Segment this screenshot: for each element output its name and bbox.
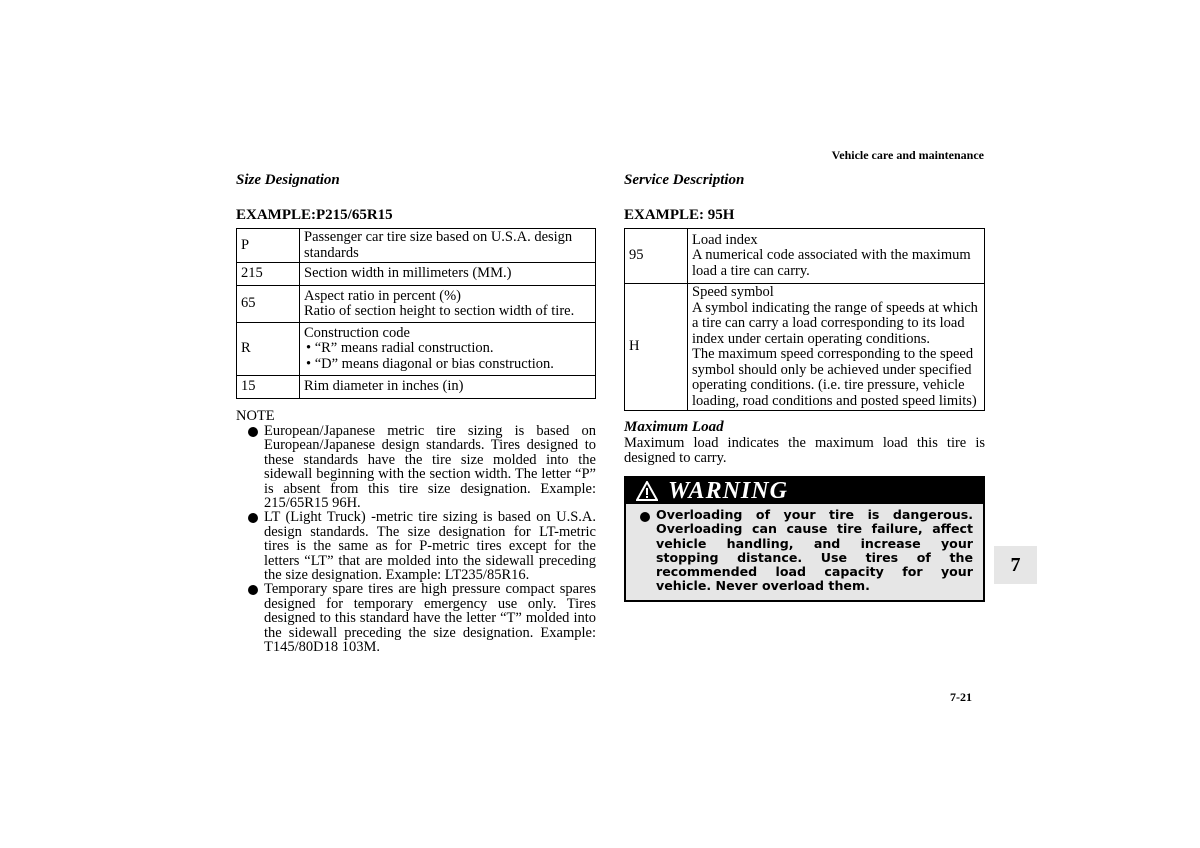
desc-line: Ratio of section height to section width of tire. [304, 303, 575, 319]
service-description-title: Service Description [624, 172, 745, 188]
warning-triangle-icon [636, 481, 658, 501]
maximum-load-title: Maximum Load [624, 419, 724, 435]
row-desc [300, 323, 596, 376]
row-key: H [625, 284, 688, 411]
warning-body [626, 504, 983, 600]
bullet-icon [248, 513, 258, 523]
table-row [625, 284, 985, 411]
desc-line: Construction code [304, 324, 410, 341]
list-item [236, 582, 596, 654]
size-designation-table [236, 228, 596, 399]
row-key: P [237, 229, 300, 263]
bullet-line: • “R” means radial construction. [306, 340, 494, 357]
table-row [237, 286, 596, 323]
row-key: R [237, 323, 300, 376]
desc-line: Aspect ratio in percent (%) [304, 287, 462, 304]
table-row [237, 376, 596, 399]
bullet-text: “R” means radial construction. [314, 340, 494, 357]
bullet-icon [248, 427, 258, 437]
maximum-load-text: Maximum load indicates the maximum load this tire is designed to carry. [624, 435, 985, 466]
warning-box [624, 476, 985, 602]
desc-line: Load index [692, 231, 758, 248]
desc-line: A symbol indicating the range of speeds at which a tire can carry a load corresponding to its load index under certain operating conditions. [692, 299, 978, 347]
row-desc [300, 286, 596, 323]
size-designation-title: Size Designation [236, 172, 340, 188]
left-column [236, 172, 596, 655]
table-row [625, 229, 985, 284]
service-description-table [624, 228, 985, 411]
warning-text: Overloading of your tire is dangerous. Overloading can cause tire failure, affect vehicle handling, and increase your stopping distance. Use tires of the recommended load capacity for your vehicle. Never overload them. [656, 507, 973, 594]
page-number: 7-21 [950, 690, 972, 704]
row-desc [300, 376, 596, 399]
bullet-icon [248, 585, 258, 595]
chapter-tab: 7 [994, 546, 1037, 584]
warning-title: WARNING [668, 477, 788, 504]
desc-line: Passenger car tire size based on U.S.A. design standards [304, 229, 573, 261]
row-key: 215 [237, 263, 300, 286]
table-row [237, 263, 596, 286]
row-desc [688, 229, 985, 284]
table-row [237, 229, 596, 263]
row-key: 15 [237, 376, 300, 399]
desc-line: The maximum speed corresponding to the speed symbol should only be achieved under specified operating conditions. (i.e. tire pressure, vehicle loading, road conditions and posted speed limits) [692, 346, 977, 409]
note-list [236, 424, 596, 655]
note-text: European/Japanese metric tire sizing is based on European/Japanese design standards. Tires designed to these standards have the tire size molded into the sidewall beginning with the section width. The letter “P” is absent from this tire size designation. Example: 215/65R15 96H. [264, 423, 596, 512]
desc-line: A numerical code associated with the maximum load a tire can carry. [692, 247, 971, 279]
table-row [237, 323, 596, 376]
note-text: Temporary spare tires are high pressure compact spares designed for temporary emergency use only. Tires designed to this standard have the letter “T” molded into the sidewall preceding the size designation. Example: T145/80D18 103M. [264, 581, 596, 656]
desc-line: Section width in millimeters (MM.) [304, 265, 512, 282]
note-text: LT (Light Truck) -metric tire sizing is based on U.S.A. design standards. The size designation for LT-metric tires is the same as for P-metric tires except for the letters “LT” that are molded into the sidewall preceding the size designation. Example: LT235/85R16. [264, 509, 596, 584]
bullet-line: • “D” means diagonal or bias construction. [306, 355, 554, 372]
right-column [624, 172, 985, 602]
desc-line: Speed symbol [692, 284, 774, 300]
service-description-example: EXAMPLE: 95H [624, 207, 735, 223]
desc-line: Rim diameter in inches (in) [304, 378, 464, 395]
row-key: 65 [237, 286, 300, 323]
size-designation-example: EXAMPLE:P215/65R15 [236, 207, 393, 223]
row-desc [300, 263, 596, 286]
running-header: Vehicle care and maintenance [831, 148, 984, 162]
list-item [236, 424, 596, 510]
row-key: 95 [625, 229, 688, 284]
row-desc [300, 229, 596, 263]
bullet-text: “D” means diagonal or bias construction. [314, 355, 554, 372]
note-label: NOTE [236, 408, 275, 424]
list-item [236, 510, 596, 582]
bullet-icon [640, 512, 650, 522]
warning-header [626, 478, 983, 504]
row-desc [688, 284, 985, 411]
